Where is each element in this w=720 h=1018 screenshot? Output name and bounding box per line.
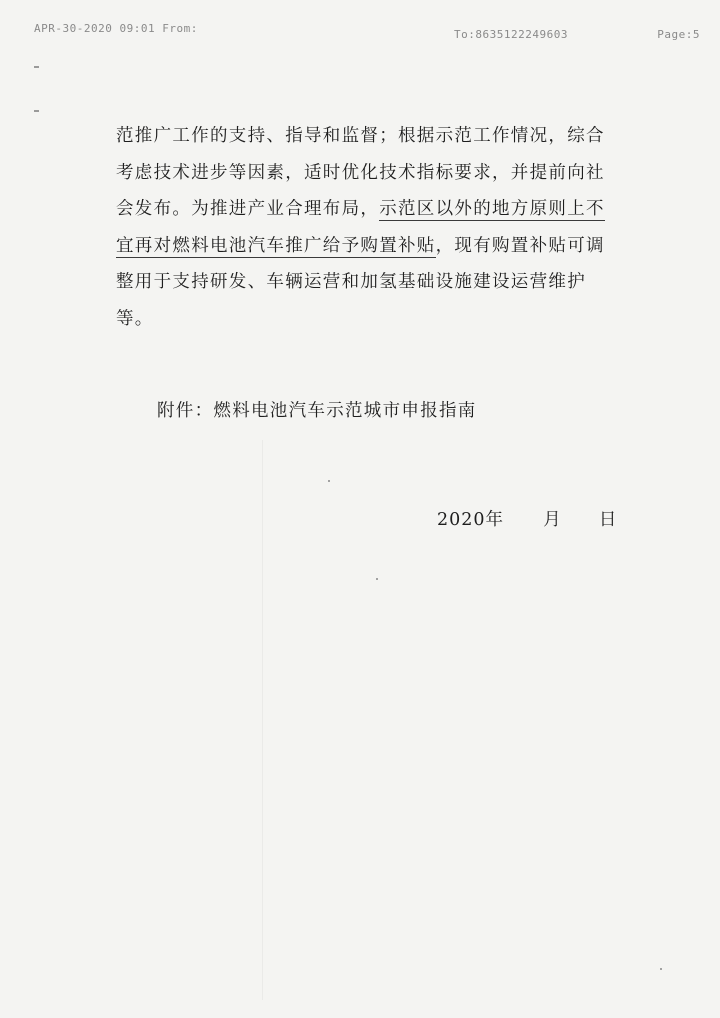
- scan-speck: [376, 578, 378, 580]
- paragraph-line: 考虑技术进步等因素，适时优化技术指标要求，并提前向社: [116, 162, 605, 183]
- body-paragraph: [116, 118, 605, 337]
- attachment-note: 附件：燃料电池汽车示范城市申报指南: [157, 401, 477, 421]
- paragraph-line: 等。: [116, 308, 154, 329]
- scan-speck: [328, 480, 330, 482]
- margin-mark: [34, 110, 39, 112]
- paragraph-line: 范推广工作的支持、指导和监督；根据示范工作情况，综合: [116, 126, 605, 146]
- paragraph-line: 整用于支持研发、车辆运营和加氢基础设施建设运营维护: [116, 272, 586, 292]
- scan-speck: [660, 968, 662, 970]
- date-year: 2020年: [437, 510, 505, 530]
- margin-mark: [34, 66, 39, 68]
- paragraph-text: 会发布。为推进产业合理布局，: [116, 199, 380, 219]
- fax-header-sender: APR-30-2020 09:01 From:: [34, 22, 198, 35]
- underlined-text: 示范区以外的地方原则上不: [379, 199, 605, 219]
- fold-line: [262, 440, 263, 1000]
- fax-header: [34, 22, 700, 40]
- underlined-text: 宜再对燃料电池汽车推广给予购置补贴: [116, 235, 436, 256]
- paragraph-line: [116, 191, 605, 228]
- fax-header-recipient: To:8635122249603: [454, 28, 568, 41]
- fax-header-page: Page:5: [657, 28, 700, 41]
- paragraph-line: [116, 228, 605, 265]
- date-month: 月: [543, 510, 562, 530]
- date-day: 日: [598, 510, 618, 530]
- paragraph-text: ，现有购置补贴可调: [435, 235, 605, 256]
- document-date: [437, 506, 617, 531]
